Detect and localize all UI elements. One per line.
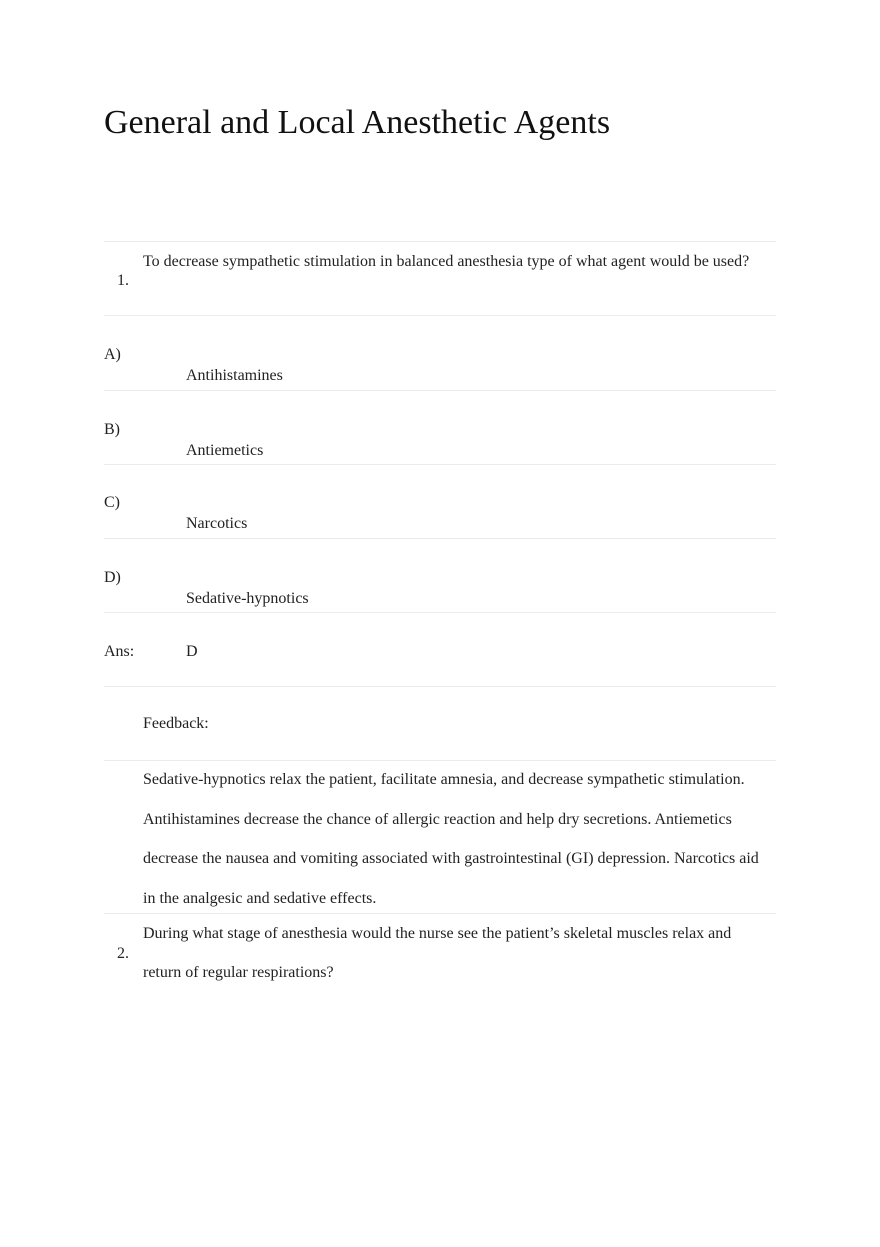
option-text: Narcotics [186, 515, 248, 532]
divider [104, 612, 776, 613]
divider [104, 538, 776, 539]
answer-value: D [186, 643, 198, 660]
question-text: During what stage of anesthesia would the nurse see the patient’s skeletal muscles relax and return of regular respirations? [143, 925, 732, 981]
option-text: Antihistamines [186, 367, 283, 384]
answer-label: Ans: [104, 643, 135, 660]
question-text: To decrease sympathetic stimulation in balanced anesthesia type of what agent would be used? [143, 253, 750, 270]
feedback-text: Sedative-hypnotics relax the patient, facilitate amnesia, and decrease sympathetic stimulation. Antihistamines decrease the chance of allergic reaction and help dry secretions. Antiemetics decrease the nausea and vomiting associated with gastrointestinal (GI) depression. Narcotics aid in the analgesic and sedative effects. [143, 771, 759, 907]
option-letter: A) [104, 346, 121, 363]
question-number: 1. [117, 272, 129, 289]
divider [104, 686, 776, 687]
question-number: 2. [117, 945, 129, 962]
divider [104, 390, 776, 391]
option-letter: B) [104, 421, 120, 438]
option-text: Sedative-hypnotics [186, 590, 309, 607]
option-letter: C) [104, 494, 120, 511]
option-text: Antiemetics [186, 442, 264, 459]
divider [104, 315, 776, 316]
page-title: General and Local Anesthetic Agents [104, 104, 611, 141]
option-letter: D) [104, 569, 121, 586]
divider [104, 464, 776, 465]
feedback-label: Feedback: [143, 715, 209, 732]
